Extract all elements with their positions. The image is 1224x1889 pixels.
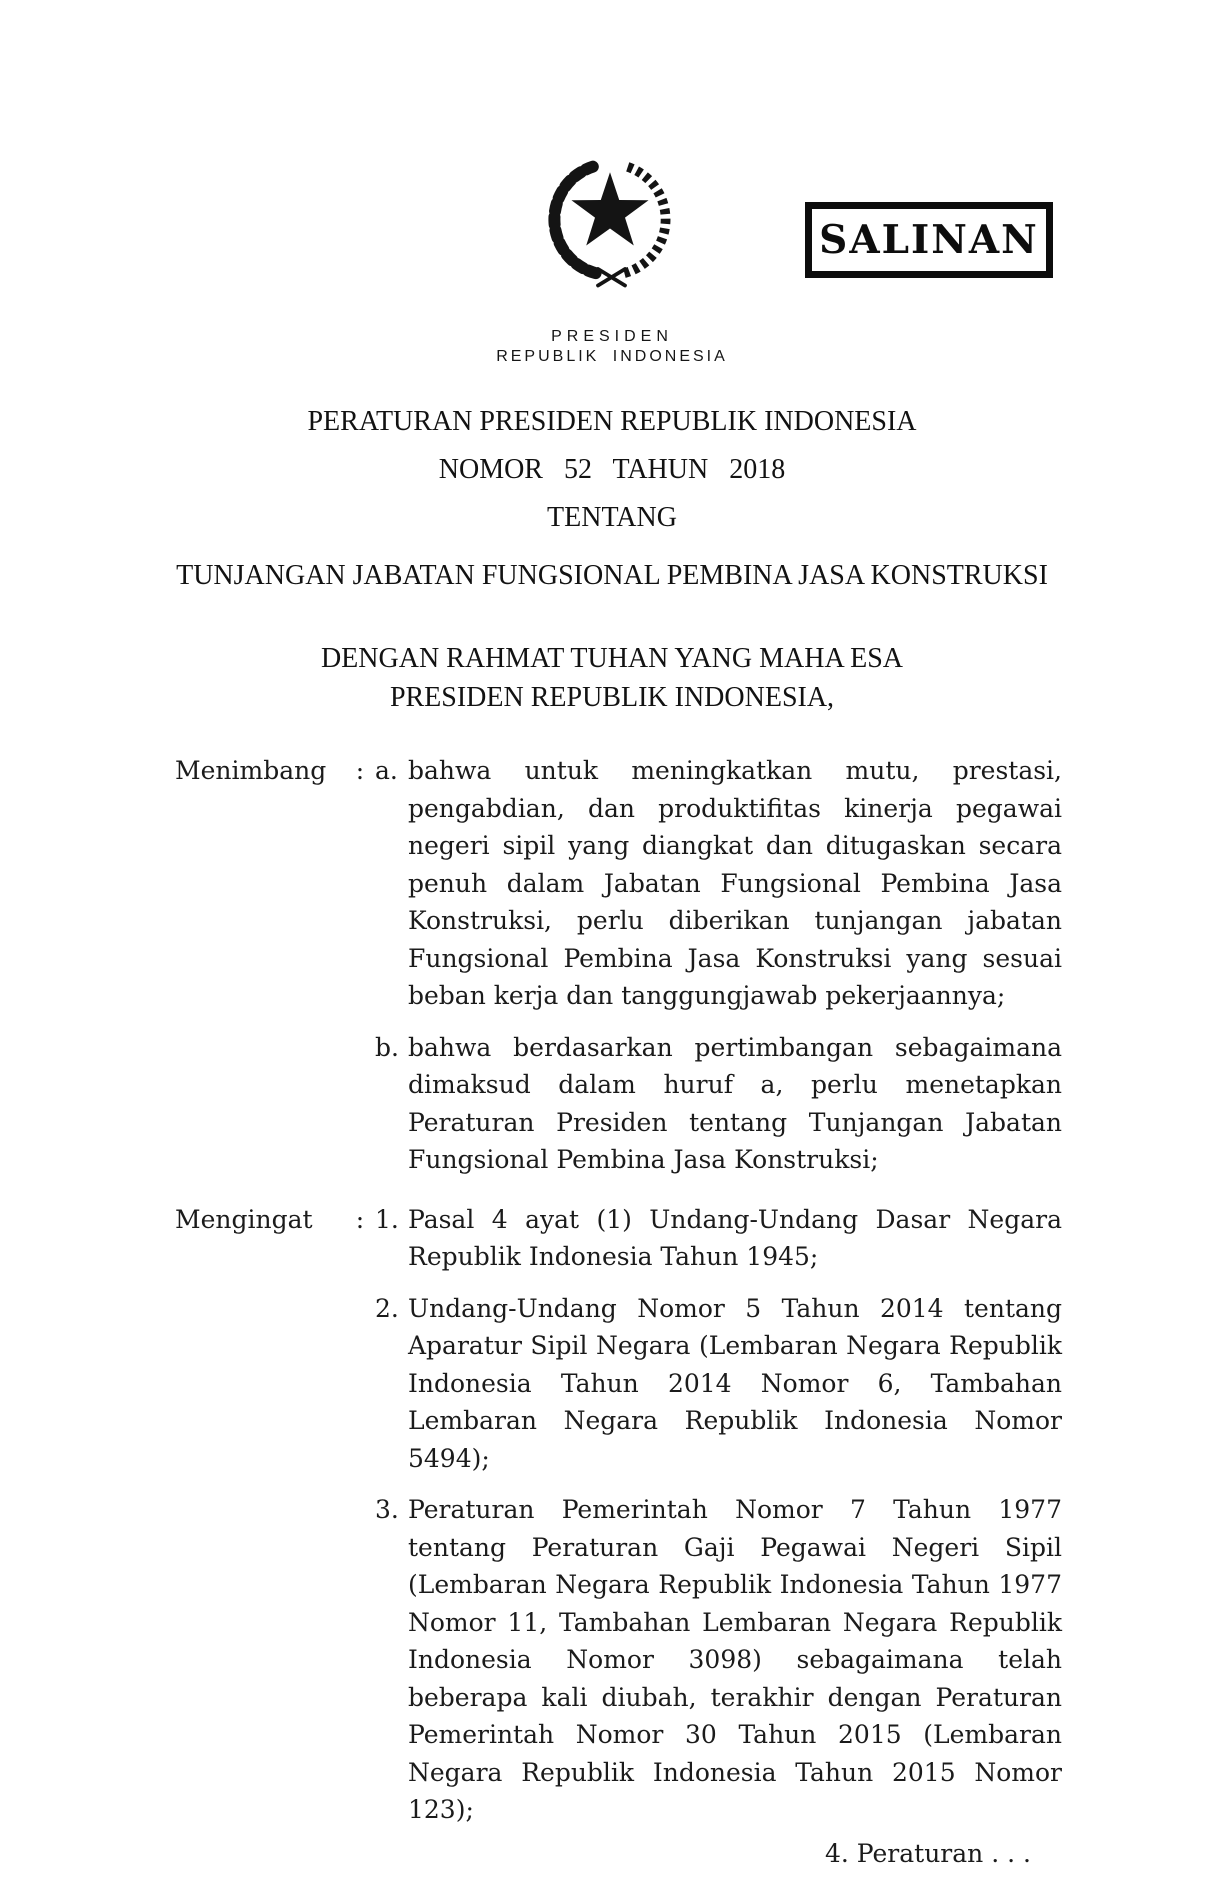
item-text: bahwa untuk meningkatkan mutu, prestasi, pengabdian, dan produktifitas kinerja pegawai negeri sipil yang diangkat dan ditugaskan secara penuh dalam Jabatan Fungsional Pembina Jasa Konstruksi, perlu diberikan tunjangan jabatan Fungsional Pembina Jasa Konstruksi yang sesuai beban kerja dan tanggungjawab pekerjaannya;	[408, 756, 1062, 1010]
document-body	[175, 752, 1062, 1872]
catchword: 4. Peraturan . . .	[825, 1838, 1031, 1868]
list-item	[375, 1201, 1062, 1276]
doc-invocation: DENGAN RAHMAT TUHAN YANG MAHA ESA	[320, 643, 904, 674]
item-text: Peraturan Pemerintah Nomor 7 Tahun 1977 tentang Peraturan Gaji Pegawai Negeri Sipil (Lembaran Negara Republik Indonesia Tahun 1977 Nomor 11, Tambahan Lembaran Negara Republik Indonesia Nomor 3098) sebagaimana telah beberapa kali diubah, terakhir dengan Peraturan Pemerintah Nomor 30 Tahun 2015 (Lembaran Negara Republik Indonesia Tahun 2015 Nomor 123);	[408, 1495, 1062, 1824]
doc-title-number: NOMOR 52 TAHUN 2018	[438, 454, 786, 485]
salinan-stamp-label: SALINAN	[819, 216, 1039, 263]
item-marker: a.	[375, 756, 398, 785]
item-marker: b.	[375, 1032, 399, 1062]
clause-items	[375, 1201, 1062, 1829]
list-item	[375, 1290, 1062, 1478]
clause-colon: :	[355, 756, 365, 785]
list-item	[375, 752, 1062, 1015]
clause-label: Mengingat	[175, 1204, 313, 1234]
salinan-stamp	[805, 202, 1053, 278]
wreath-cotton-arc	[554, 167, 595, 273]
item-marker: 2.	[375, 1293, 399, 1323]
title-block	[0, 400, 1224, 715]
star-icon	[571, 172, 648, 245]
letterhead	[0, 327, 1224, 367]
item-text: Pasal 4 ayat (1) Undang-Undang Dasar Negara Republik Indonesia Tahun 1945;	[408, 1204, 1062, 1271]
doc-title-tentang: TENTANG	[547, 502, 677, 533]
presidential-seal-icon	[535, 143, 685, 293]
clause-items	[375, 752, 1062, 1179]
letterhead-presiden: PRESIDEN	[551, 328, 673, 345]
doc-title-subject: TUNJANGAN JABATAN FUNGSIONAL PEMBINA JASA KONSTRUKSI	[176, 560, 1048, 591]
item-text: bahwa berdasarkan pertimbangan sebagaimana dimaksud dalam huruf a, perlu menetapkan Peraturan Presiden tentang Tunjangan Jabatan Fungsional Pembina Jasa Konstruksi;	[408, 1032, 1062, 1174]
item-marker: 1.	[375, 1204, 399, 1234]
wreath-stems	[598, 269, 625, 286]
doc-title-regulation: PERATURAN PRESIDEN REPUBLIK INDONESIA	[307, 406, 917, 437]
clause-mengingat	[175, 1201, 1062, 1829]
list-item	[375, 1491, 1062, 1829]
wreath-rice-arc	[624, 167, 665, 273]
list-item	[375, 1029, 1062, 1179]
clause-label: Menimbang	[175, 756, 327, 785]
clause-menimbang	[175, 752, 1062, 1179]
letterhead-republik-indonesia: REPUBLIK INDONESIA	[496, 348, 728, 365]
clause-colon: :	[355, 1204, 365, 1234]
doc-authority: PRESIDEN REPUBLIK INDONESIA,	[389, 682, 835, 713]
item-text: Undang-Undang Nomor 5 Tahun 2014 tentang Aparatur Sipil Negara (Lembaran Negara Republik Indonesia Tahun 2014 Nomor 6, Tambahan Lembaran Negara Republik Indonesia Nomor 5494);	[408, 1293, 1062, 1473]
item-marker: 3.	[375, 1495, 399, 1524]
